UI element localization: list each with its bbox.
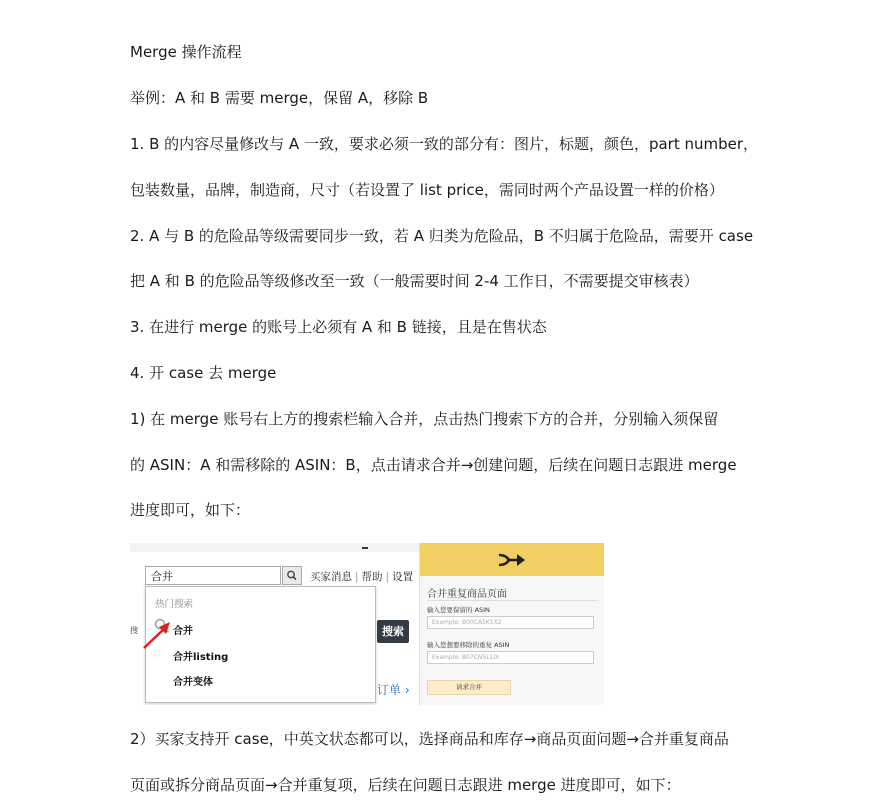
- keep-asin-input[interactable]: Example: B00CA5K1X2: [427, 616, 594, 629]
- link-separator: |: [385, 571, 390, 583]
- doc-title: Merge 操作流程: [130, 43, 242, 61]
- doc-line: 进度即可，如下：: [130, 501, 251, 519]
- suggestion-merge-variation[interactable]: 合并变体: [173, 677, 213, 688]
- doc-line: 1. B 的内容尽量修改与 A 一致，要求必须一致的部分有：图片，标题，颜色，part number，: [130, 135, 759, 153]
- request-merge-button[interactable]: 请求合并: [427, 680, 511, 695]
- panel-banner: [420, 543, 604, 576]
- panel-divider: [427, 600, 597, 601]
- doc-line: 把 A 和 B 的危险品等级修改至一致（一般需要时间 2-4 工作日，不需要提交审核表）: [130, 272, 699, 290]
- suggestion-merge-listing[interactable]: 合并listing: [173, 652, 229, 663]
- top-bar-mark: [362, 547, 368, 549]
- doc-line: 包装数量，品牌，制造商，尺寸（若设置了 list price，需同时两个产品设置一样的价格）: [130, 181, 724, 199]
- search-submit-button[interactable]: 搜索: [377, 620, 409, 643]
- doc-line: 1) 在 merge 账号右上方的搜索栏输入合并，点击热门搜索下方的合并，分别输入须保留: [130, 410, 719, 428]
- doc-line: 的 ASIN：A 和需移除的 ASIN：B，点击请求合并→创建问题，后续在问题日志跟进 merge: [130, 456, 737, 474]
- cropped-side-text: 搜: [130, 626, 138, 635]
- link-help[interactable]: 帮助: [361, 571, 383, 583]
- suggestion-merge[interactable]: 合并: [173, 626, 193, 637]
- doc-line: 2）买家支持开 case，中英文状态都可以，选择商品和库存→商品页面问题→合并重复商品: [130, 730, 729, 748]
- panel-title: 合并重复商品页面: [427, 589, 507, 600]
- search-button[interactable]: [282, 566, 302, 585]
- doc-line: 举例：A 和 B 需要 merge，保留 A，移除 B: [130, 89, 429, 107]
- search-input[interactable]: 合并: [145, 566, 281, 585]
- keep-asin-label: 输入您要保留的 ASIN: [427, 606, 490, 614]
- doc-line: 3. 在进行 merge 的账号上必须有 A 和 B 链接，且是在售状态: [130, 318, 547, 336]
- top-bar: [130, 543, 419, 552]
- merge-duplicate-panel: [419, 543, 604, 705]
- orders-link[interactable]: 订单 ›: [377, 683, 410, 697]
- remove-asin-input[interactable]: Example: B07CN5L10I: [427, 651, 594, 664]
- search-icon: [283, 567, 301, 584]
- hot-search-label: 热门搜索: [155, 599, 194, 610]
- merge-arrow-icon: [497, 552, 527, 568]
- search-suggestions-dropdown: [145, 586, 376, 703]
- doc-line: 页面或拆分商品页面→合并重复项，后续在问题日志跟进 merge 进度即可，如下：: [130, 776, 681, 794]
- link-separator: |: [355, 571, 359, 583]
- seller-central-header: [130, 543, 419, 705]
- doc-line: 2. A 与 B 的危险品等级需要同步一致，若 A 归类为危险品，B 不归属于危险品，需要开 case: [130, 227, 754, 245]
- link-buyer-messages[interactable]: 买家消息: [310, 571, 352, 583]
- top-links: [310, 569, 413, 584]
- doc-line: 4. 开 case 去 merge: [130, 364, 277, 382]
- remove-asin-label: 输入您想要移除的重复 ASIN: [427, 641, 510, 649]
- red-arrow-icon: [140, 618, 176, 652]
- embedded-screenshot: [130, 543, 604, 705]
- link-settings[interactable]: 设置: [392, 571, 414, 583]
